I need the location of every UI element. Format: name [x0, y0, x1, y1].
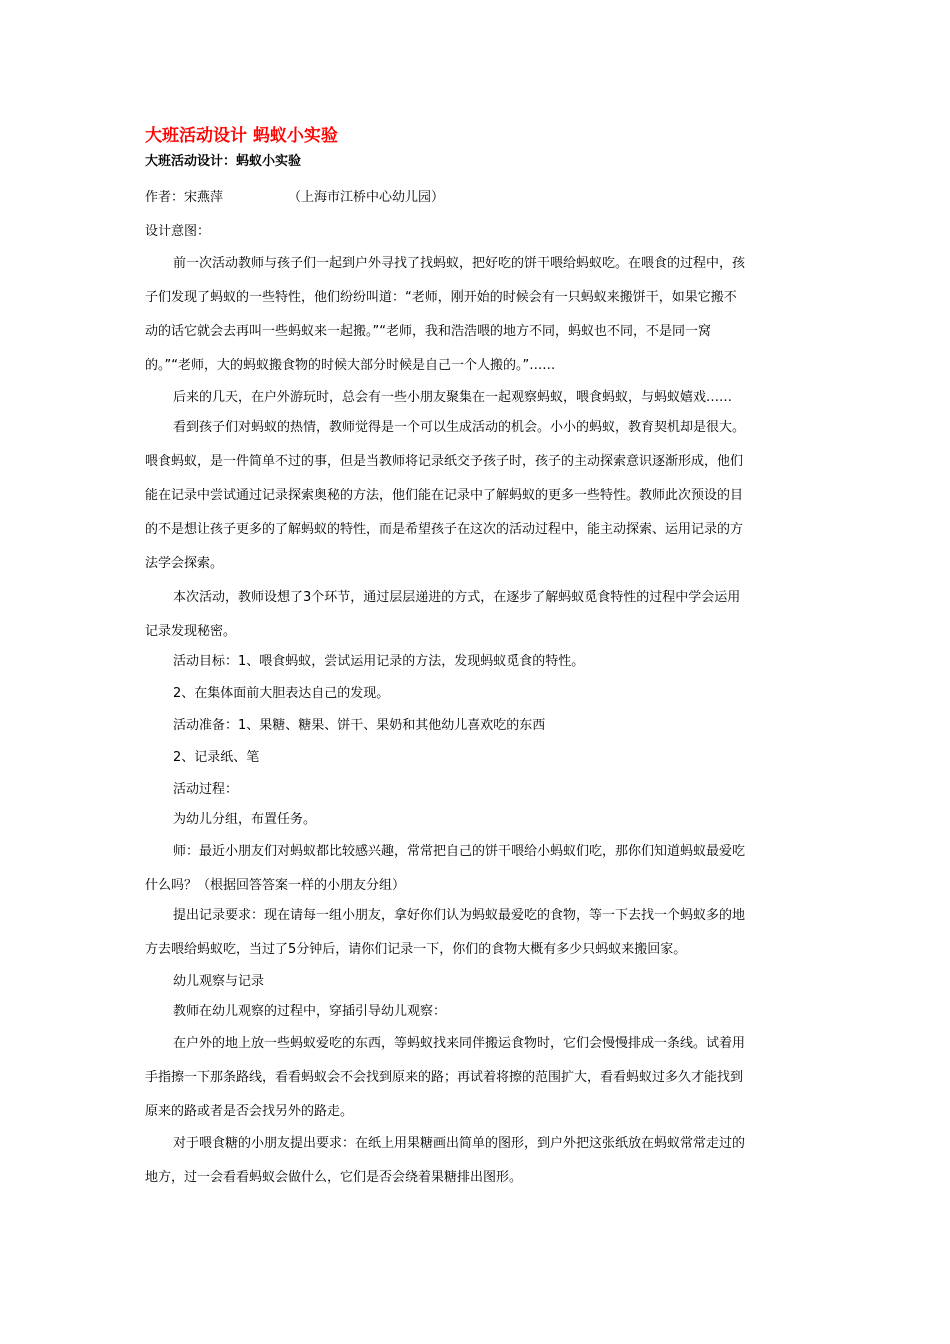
- document-subtitle: 大班活动设计：蚂蚁小实验: [145, 154, 302, 169]
- body-line: 对于喂食糖的小朋友提出要求：在纸上用果糖画出简单的图形，到户外把这张纸放在蚂蚁常常走过的: [173, 1136, 746, 1151]
- body-line: 提出记录要求：现在请每一组小朋友，拿好你们认为蚂蚁最爱吃的食物，等一下去找一个蚂蚁多的地: [173, 908, 746, 923]
- body-line: 能在记录中尝试通过记录探索奥秘的方法，他们能在记录中了解蚂蚁的更多一些特性。教师此次预设的目: [145, 488, 744, 503]
- body-line: 后来的几天，在户外游玩时，总会有一些小朋友聚集在一起观察蚂蚁，喂食蚂蚁，与蚂蚁嬉戏……: [173, 390, 733, 405]
- body-line: 师：最近小朋友们对蚂蚁都比较感兴趣，常常把自己的饼干喂给小蚂蚁们吃，那你们知道蚂蚁最爱吃: [173, 844, 746, 859]
- body-line: 活动目标：1、喂食蚂蚁，尝试运用记录的方法，发现蚂蚁觅食的特性。: [173, 654, 585, 669]
- author-line: 作者：宋燕萍: [145, 190, 224, 205]
- body-line: 喂食蚂蚁，是一件简单不过的事，但是当教师将记录纸交予孩子时，孩子的主动探索意识逐渐形成，他们: [145, 454, 744, 469]
- body-line: 2、记录纸、笔: [173, 750, 260, 765]
- body-line: 幼儿观察与记录: [173, 974, 265, 989]
- body-line: 子们发现了蚂蚁的一些特性，他们纷纷叫道：“老师，刚开始的时候会有一只蚂蚁来搬饼干，如果它搬不: [145, 290, 737, 305]
- body-line: 记录发现秘密。: [145, 624, 237, 639]
- body-line: 在户外的地上放一些蚂蚁爱吃的东西，等蚂蚁找来同伴搬运食物时，它们会慢慢排成一条线。试着用: [173, 1036, 746, 1051]
- author-school: （上海市江桥中心幼儿园）: [288, 190, 445, 205]
- body-line: 教师在幼儿观察的过程中，穿插引导幼儿观察：: [173, 1004, 447, 1019]
- body-line: 本次活动，教师设想了3个环节，通过层层递进的方式，在逐步了解蚂蚁觅食特性的过程中学会运用: [173, 590, 741, 605]
- body-line: 的不是想让孩子更多的了解蚂蚁的特性，而是希望孩子在这次的活动过程中，能主动探索、运用记录的方: [145, 522, 744, 537]
- body-line: 看到孩子们对蚂蚁的热情，教师觉得是一个可以生成活动的机会。小小的蚂蚁，教育契机却是很大。: [173, 420, 746, 435]
- body-line: 前一次活动教师与孩子们一起到户外寻找了找蚂蚁，把好吃的饼干喂给蚂蚁吃。在喂食的过程中，孩: [173, 256, 746, 271]
- body-line: 法学会探索。: [145, 556, 224, 571]
- body-line: 方去喂给蚂蚁吃，当过了5分钟后，请你们记录一下，你们的食物大概有多少只蚂蚁来搬回家。: [145, 942, 687, 957]
- body-line: 设计意图：: [145, 224, 211, 239]
- body-line: 为幼儿分组，布置任务。: [173, 812, 317, 827]
- body-line: 地方，过一会看看蚂蚁会做什么，它们是否会绕着果糖排出图形。: [145, 1170, 523, 1185]
- body-line: 手指擦一下那条路线，看看蚂蚁会不会找到原来的路；再试着将擦的范围扩大，看看蚂蚁过多久才能找到: [145, 1070, 744, 1085]
- document-title: 大班活动设计 蚂蚁小实验: [145, 126, 338, 146]
- body-line: 原来的路或者是否会找另外的路走。: [145, 1104, 354, 1119]
- body-line: 2、在集体面前大胆表达自己的发现。: [173, 686, 390, 701]
- body-line: 活动过程：: [173, 782, 239, 797]
- body-line: 什么吗？（根据回答答案一样的小朋友分组）: [145, 878, 406, 893]
- body-line: 动的话它就会去再叫一些蚂蚁来一起搬。”“老师，我和浩浩喂的地方不同，蚂蚁也不同，不是同一窝: [145, 324, 711, 339]
- body-line: 活动准备：1、果糖、糖果、饼干、果奶和其他幼儿喜欢吃的东西: [173, 718, 546, 733]
- body-line: 的。”“老师，大的蚂蚁搬食物的时候大部分时候是自己一个人搬的。”……: [145, 358, 556, 373]
